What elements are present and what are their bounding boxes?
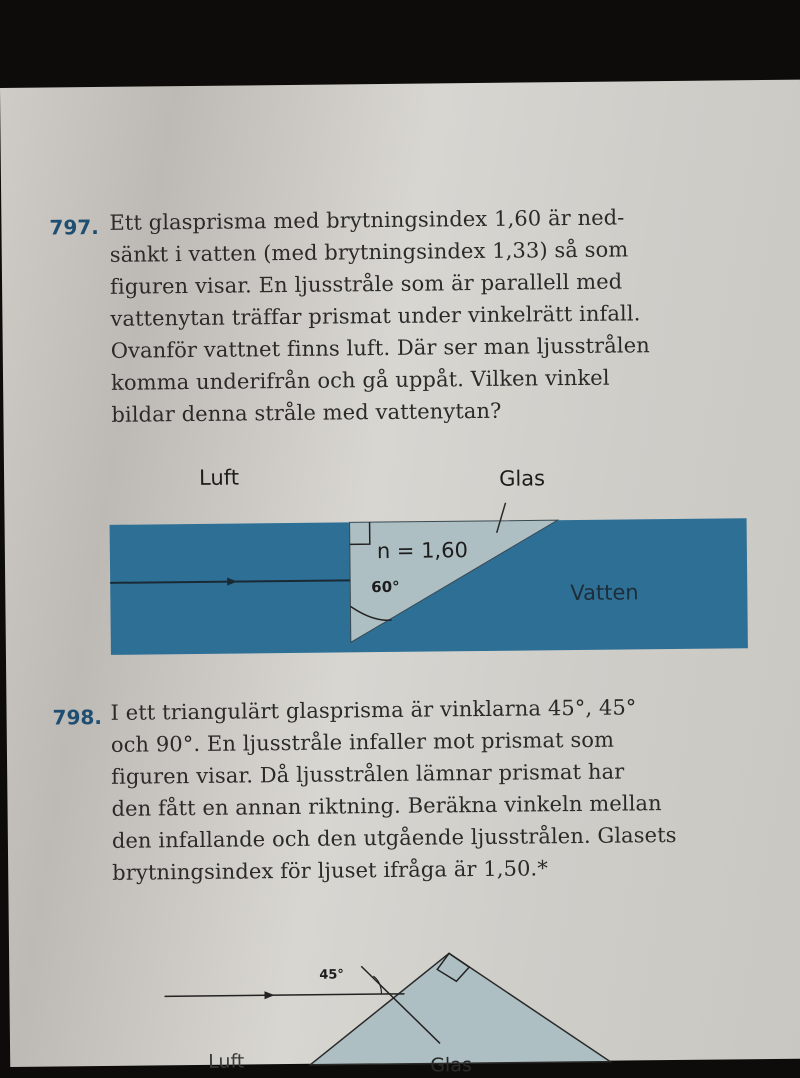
glass-label-798: Glas	[430, 1054, 472, 1077]
triangular-prism-figure	[9, 930, 800, 1078]
prism-in-water-figure	[4, 500, 800, 668]
label-glass-797: Glas	[498, 466, 546, 491]
air-label-798: Luft	[208, 1050, 245, 1073]
angle-label-45: 45°	[319, 967, 344, 983]
water-label: Vatten	[570, 580, 639, 606]
angle-label-60: 60°	[371, 577, 400, 597]
label-air-797: Luft	[198, 465, 240, 490]
textbook-page	[0, 80, 800, 1077]
problem-number-798: 798.	[52, 704, 103, 730]
glass-prism-45	[309, 952, 610, 1065]
problem-text-798: I ett triangulärt glasprisma är vinklarna 45°, 45° och 90°. En ljusstråle infaller mot prismat som figuren visar. Då ljusstrålen lämnar prismat har den fått en annan riktning. Beräkna vinkeln mellan den infallande och den utgående ljusstrålen. Glasets brytningsindex för ljuset ifråga är 1,50.*	[110, 695, 677, 885]
index-label: n = 1,60	[376, 538, 469, 564]
problem-number-797: 797.	[49, 214, 99, 240]
incident-ray	[165, 994, 405, 997]
incident-ray-arrow	[264, 991, 274, 999]
problem-text-797: Ett glasprisma med brytningsindex 1,60 är ned- sänkt i vatten (med brytningsindex 1,33) så som figuren visar. En ljusstråle som är parallell med vattenytan träffar prismat under vinkelrätt infall. Ovanför vattnet finns luft. Där ser man ljusstrålen komma underifrån och gå uppåt. Vilken vinkel bildar denna stråle med vattenytan?	[109, 205, 650, 427]
